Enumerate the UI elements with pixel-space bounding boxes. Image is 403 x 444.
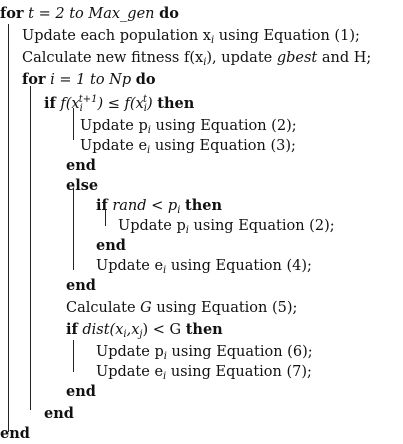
keyword-do: do xyxy=(159,5,179,22)
scope-rule-inner-for xyxy=(30,86,31,410)
algorithm-line-update-population: Update each population $x_i$ using Equation (1); xyxy=(22,28,360,46)
algorithm-line-update-e-eq7: Update $e_i$ using Equation (7); xyxy=(96,364,312,382)
algorithm-line-end-if: end xyxy=(66,157,96,174)
algorithm-line-end-else: end xyxy=(66,277,96,294)
algorithm-line-for-i: for i = 1 to Np do xyxy=(22,71,156,88)
algorithm-line-update-e-eq3: Update $e_i$ using Equation (3); xyxy=(80,138,296,156)
scope-rule-if-dist xyxy=(73,340,74,372)
algorithm-line-end-if-rand: end xyxy=(96,237,126,254)
algorithm-line-else: else xyxy=(66,177,99,194)
algorithm-line-update-p-eq2-b: Update $p_i$ using Equation (2); xyxy=(118,218,335,236)
scope-rule-else xyxy=(73,188,74,270)
algorithm-line-calc-fitness: Calculate new fitness $f(x_i)$, update gbest and H; xyxy=(22,50,372,68)
algorithm-line-if-dist: if $dist(x_i,x_j) < G$ then xyxy=(66,321,223,340)
keyword-for: for xyxy=(0,5,24,22)
algorithm-line-end-for-i: end xyxy=(44,405,74,422)
algorithm-line-update-e-eq4: Update $e_i$ using Equation (4); xyxy=(96,258,312,276)
loop-range-t: t = 2 to Max_gen xyxy=(28,6,155,22)
scope-rule-outer-for xyxy=(8,24,9,432)
algorithm-line-calc-g: Calculate G using Equation (5); xyxy=(66,300,298,316)
algorithm-line-if-fitness: if $f(x_i^{t+1}) \le f(x_i^t)$ then xyxy=(44,94,195,114)
algorithm-line-end-if-dist: end xyxy=(66,383,96,400)
algorithm-line-end-for-t: end xyxy=(0,425,30,442)
algorithm-line-update-p-eq2: Update $p_i$ using Equation (2); xyxy=(80,118,297,136)
algorithm-line-update-p-eq6: Update $p_i$ using Equation (6); xyxy=(96,344,313,362)
algorithm-line-if-rand: if rand < $p_i$ then xyxy=(96,197,223,216)
algorithm-line-for-t xyxy=(0,4,179,24)
